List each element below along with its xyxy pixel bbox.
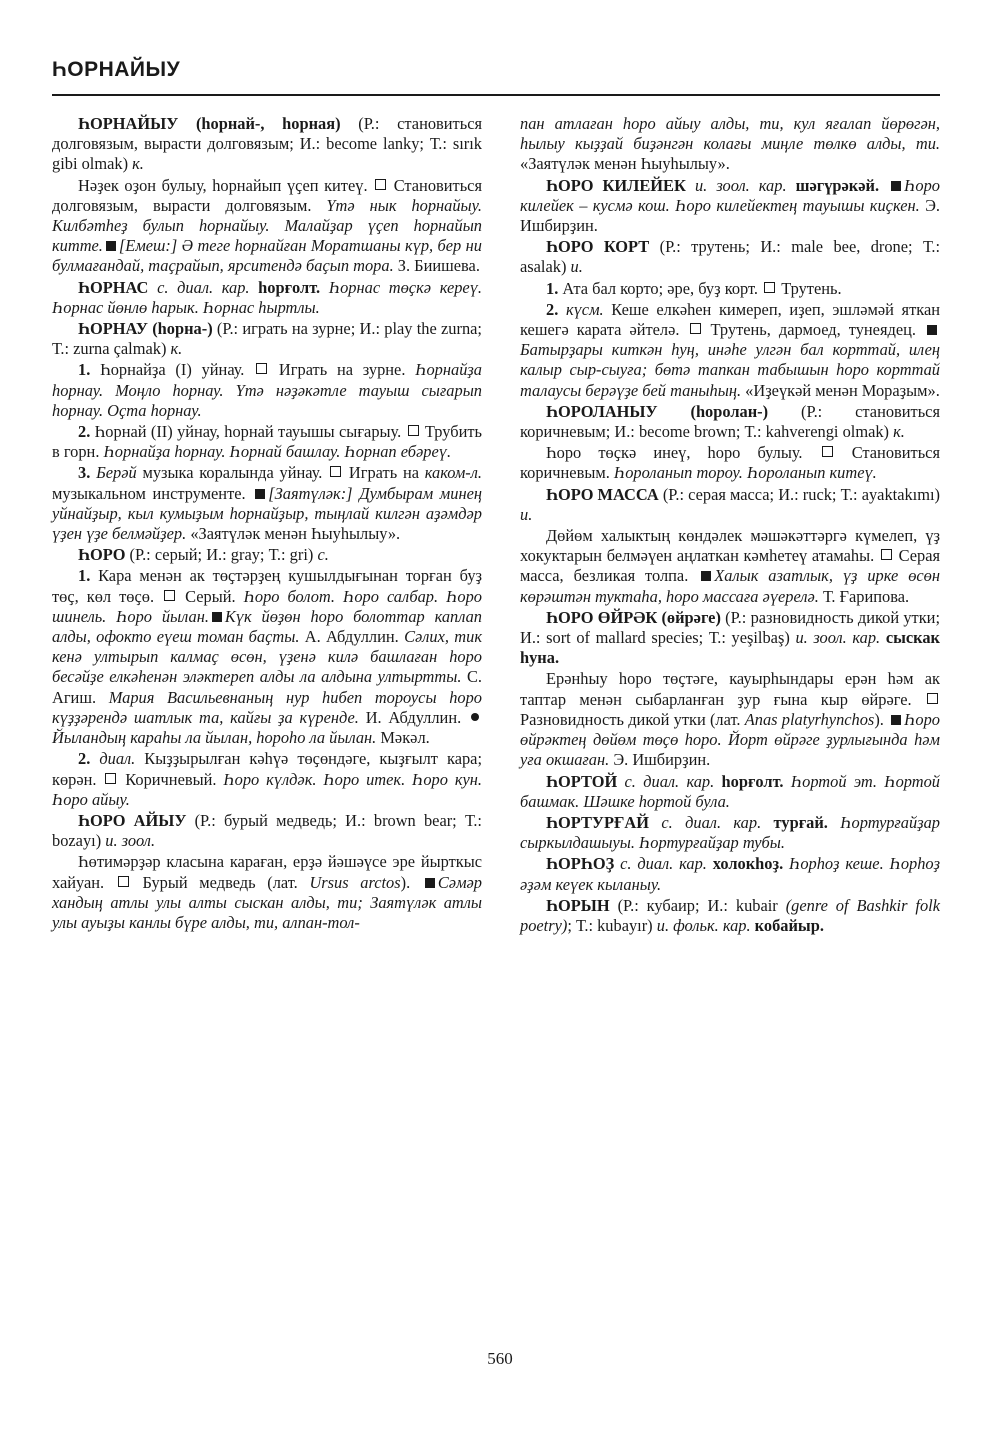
- headword: ҺОРНАУ (һорна-): [78, 319, 213, 339]
- definition-text: (Р.: становиться долговязым, вырасти долговязым; И.: become lanky; Т.: sırık gibi olmak): [52, 114, 483, 174]
- definition-text: музыкальном инструменте.: [52, 483, 253, 503]
- dictionary-entry: [52, 545, 482, 565]
- italic-text: к.: [170, 339, 183, 359]
- dictionary-entry: [52, 114, 482, 175]
- italic-text: Һоро болот. Һоро салбар. Һоро шинель. Һоро йылан.: [52, 586, 482, 626]
- definition-text: ).: [874, 709, 889, 729]
- entry-sense: [520, 669, 940, 770]
- definition-text: ).: [400, 872, 422, 892]
- definition-text: Э. Ишбирҙин.: [609, 750, 711, 770]
- italic-text: и. зоол. кар.: [685, 175, 796, 195]
- cross-reference: 2.: [546, 299, 566, 319]
- cross-reference: һорғолт.: [258, 277, 329, 297]
- dictionary-entry: [520, 402, 940, 442]
- headword: ҺОРТОЙ: [546, 771, 618, 791]
- citation-marker-icon: [212, 612, 222, 622]
- entry-sense: [52, 176, 482, 277]
- italic-text: Һоро күлдәк. Һоро итек. Һоро кун. Һоро айыу.: [52, 769, 482, 809]
- dictionary-entry: [520, 896, 940, 936]
- right-column: [520, 114, 940, 937]
- dictionary-entry: [520, 813, 940, 853]
- header-title: ҺОРНАЙЫУ: [52, 58, 181, 81]
- definition-text: Серая масса, безликая толпа.: [520, 546, 941, 586]
- entry-sense: [520, 443, 940, 483]
- definition-text: (Р.: трутень; И.: male bee, drone; Т.: asalak): [520, 237, 940, 277]
- entry-sense: [52, 852, 482, 933]
- italic-text: с. диал. кар.: [148, 277, 259, 297]
- dictionary-entry: [520, 854, 940, 894]
- definition-text: (Р.: серая масса; И.: ruck; Т.: ayaktakımı): [658, 484, 940, 504]
- italic-text: и. фольк. кар.: [656, 915, 755, 935]
- italic-text: Үтә нык һорнайыу. Килбәтһеҙ булып һорнайыу. Малайҙар үҫеп һорнайып китте.: [52, 195, 482, 256]
- definition-text: Дөйөм халыктың көндәлек мәшәкәттәргә күмелеп, үҙ хокуктарын белмәүен аңлаткан кәмһетеү атамаһы.: [520, 526, 940, 566]
- italic-text: к.: [132, 154, 144, 174]
- citation-marker-icon: [425, 878, 435, 888]
- cross-reference: шәгүрәкәй.: [795, 175, 889, 195]
- definition-text: Трутень.: [777, 278, 842, 298]
- definition-text: Т. Ғарипова.: [818, 586, 910, 606]
- definition-text: Ата бал корто; әре, буҙ корт.: [562, 278, 763, 298]
- italic-text: с. диал. кар.: [614, 854, 713, 874]
- italic-text: Сәмәр хандың атлы улы алты сыскан алды, ти; Заятүләк атлы улы ауыҙы канлы бүре алды, ти, алпан-тол-: [52, 872, 482, 932]
- italic-text: Һортой эт. Һортой башмак. Шәшке һортой була.: [520, 771, 940, 811]
- definition-text: Трубить в горн.: [52, 422, 483, 462]
- headword: ҺОРТУРҒАЙ: [546, 812, 649, 832]
- italic-text: с. диал. кар.: [617, 771, 722, 791]
- citation-marker-icon: [106, 241, 116, 251]
- header-rule: [52, 94, 940, 96]
- dictionary-entry: [52, 278, 482, 318]
- italic-text: Һортурғайҙар сыркылдашыуы. Һортурғайҙар тубы.: [520, 812, 940, 853]
- definition-text: Бурый медведь (лат.: [130, 872, 310, 892]
- italic-text: күсм.: [565, 299, 604, 319]
- entry-sense: [520, 526, 940, 607]
- definition-text: (Р.: бурый медведь; И.: brown bear; Т.: bozayı): [52, 810, 482, 851]
- russian-translation-marker-icon: [375, 179, 386, 190]
- russian-translation-marker-icon: [822, 446, 833, 457]
- headword: ҺОРО ӨЙРӘК (өйрәге): [546, 607, 721, 627]
- definition-text: Становиться долговязым, вырасти долговязым.: [52, 175, 482, 215]
- headword: ҺОРНАЙЫУ (һорнай-, һорная): [78, 114, 341, 133]
- italic-text: Һорнайҙа һорнау. Моңло һорнау. Үтә нәҙәкәтле тауыш сығарып һорнау. Оҫта һорнау.: [52, 360, 482, 420]
- italic-text: Йыландың караһы ла йылан, һороһо ла йылан.: [52, 728, 377, 748]
- entry-sense: [52, 422, 482, 462]
- italic-text: Һоро өйрәктең дөйөм төҫө һоро. Йорт өйрәге ҙурлығында һәм уға окшаған.: [520, 709, 941, 770]
- cross-reference: турғай.: [773, 812, 841, 832]
- italic-text: Һоро килейек – кусмә кош. Һоро килейектең тауышы киҫкен.: [520, 175, 941, 215]
- italic-text: Ursus arctos: [309, 872, 401, 892]
- russian-translation-marker-icon: [764, 282, 775, 293]
- definition-text: (Р.: серый; И.: gray; Т.: gri): [125, 545, 318, 565]
- italic-text: Халык азатлык, үҙ ирке өсөн көрәштән туктаһа, һоро массаға әүерелә.: [520, 566, 940, 606]
- cross-reference: 3.: [78, 463, 97, 483]
- italic-text: пан атлаған һоро айыу алды, ти, кул яғалап йөрөгән, һылыу кыҙҙай биҙәнгән колағы миңле төлкө алды, ти.: [520, 114, 940, 154]
- italic-text: Һороланып тороу. Һороланып китеү.: [613, 463, 877, 483]
- entry-sense: [520, 279, 940, 299]
- headword: ҺОРОЛАНЫУ (һоролан-): [546, 401, 769, 421]
- running-header: [52, 58, 940, 96]
- dictionary-entry: [520, 608, 940, 669]
- definition-text: (Р.: становиться коричневым; И.: become brown; Т.: kahverengi olmak): [520, 401, 940, 442]
- italic-text: (genre of Bashkir folk poetry): [520, 895, 940, 935]
- definition-text: Коричневый.: [118, 769, 224, 789]
- dictionary-entry: [520, 176, 940, 237]
- russian-translation-marker-icon: [927, 693, 938, 704]
- citation-marker-icon: [891, 715, 901, 725]
- dictionary-entry: [520, 237, 940, 277]
- definition-text: Һорнай (II) уйнау, һорнай тауышы сығарыу.: [94, 422, 406, 442]
- russian-translation-marker-icon: [105, 773, 116, 784]
- italic-text: Һорһоҙ кеше. Һорһоҙ әҙәм кеүек кыланыу.: [520, 854, 941, 894]
- cross-reference: һорғолт.: [721, 771, 791, 791]
- definition-text: Һорнайҙа (I) уйнау.: [100, 360, 255, 380]
- headword: ҺОРО МАССА: [546, 484, 659, 504]
- headword: ҺОРО КОРТ: [546, 237, 650, 257]
- headword: ҺОРО АЙЫУ: [78, 810, 187, 830]
- citation-marker-icon: [255, 489, 265, 499]
- italic-text: с.: [317, 545, 329, 565]
- citation-marker-icon: [891, 181, 901, 191]
- italic-text: Anas platyrhynchos: [744, 709, 875, 729]
- entry-sense: [52, 360, 482, 421]
- cross-reference: кобайыр.: [754, 915, 824, 935]
- entry-sense: [52, 566, 482, 748]
- definition-text: А. Абдуллин.: [299, 627, 405, 647]
- definition-text: З. Биишева.: [393, 256, 480, 276]
- italic-text: каком-л.: [424, 463, 482, 483]
- headword: ҺОРҺОҘ: [546, 854, 615, 874]
- definition-text: Һоро төҫкә инеү, һоро булыу.: [546, 443, 820, 463]
- entry-sense: [520, 114, 940, 175]
- entry-sense: [52, 463, 482, 544]
- citation-marker-icon: [927, 325, 937, 335]
- definition-text: Становиться коричневым.: [520, 443, 940, 483]
- definition-text: Играть на: [343, 463, 425, 483]
- italic-text: и.: [520, 504, 533, 524]
- russian-translation-marker-icon: [118, 876, 129, 887]
- italic-text: Күк йөҙөн һоро болоттар каплап алды, офокто еүеш томан баҫты.: [52, 606, 482, 647]
- left-column: [52, 114, 482, 934]
- italic-text: [Заятүләк:] Думбырам минең уйнайҙыр, кыл кумыҙым һорнайҙыр, тыңлай килгән аҙәмдәр үҙен үҙе белмәйҙер.: [52, 483, 482, 544]
- italic-text: Мария Васильевнаның нур һибеп тороусы һоро күҙҙәрендә шатлык та, кайғы ҙа күренде.: [52, 687, 482, 727]
- cross-reference: 1.: [78, 566, 99, 586]
- definition-text: Кеше елкәһен кимереп, иҙеп, эшләмәй яткан кешегә карата әйтелә.: [520, 299, 940, 340]
- entry-sense: [52, 749, 482, 810]
- italic-text: Батырҙары киткән һуң, инәһе улгән бал корттай, илең калыр сыр-сыуға; бөтә тапкан табышын һоро корттай талаусы берәүҙе бей таныһың.: [520, 340, 940, 400]
- definition-text: музыка коралында уйнау.: [136, 463, 329, 483]
- definition-text: Серый.: [177, 586, 244, 606]
- russian-translation-marker-icon: [690, 323, 701, 334]
- dictionary-entry: [520, 485, 940, 525]
- definition-text: (Р.: разновидность дикой утки; И.: sort of mallard species; Т.: yeşilbaş): [520, 607, 940, 648]
- definition-text: Кара менән ак төҫтәрҙең кушылдығынан торған буҙ төҫ, көл төҫө.: [52, 566, 482, 606]
- italic-text: диал.: [99, 749, 136, 769]
- definition-text: Мәкәл.: [376, 728, 430, 748]
- cross-reference: 1.: [78, 360, 101, 380]
- italic-text: Берәй: [96, 463, 137, 483]
- dictionary-entry: [520, 772, 940, 812]
- russian-translation-marker-icon: [881, 549, 892, 560]
- headword: ҺОРО: [78, 545, 126, 565]
- headword: ҺОРЫН: [546, 895, 610, 915]
- cross-reference: 2.: [78, 749, 100, 769]
- definition-text: (Р.: кубаир; И.: kubair: [609, 895, 786, 915]
- definition-text: С. Агиш.: [52, 667, 482, 707]
- definition-text: «Заятүләк менән Һыуһылыу».: [186, 524, 401, 544]
- entry-sense: [520, 300, 940, 401]
- italic-text: и.: [570, 257, 583, 277]
- definition-text: ; Т.: kubayır): [567, 915, 657, 935]
- russian-translation-marker-icon: [330, 466, 341, 477]
- citation-marker-icon: [701, 571, 711, 581]
- headword: ҺОРО КИЛЕЙЕК: [546, 175, 686, 195]
- proverb-marker-icon: [471, 713, 479, 721]
- cross-reference: холокһоҙ.: [712, 854, 790, 874]
- definition-text: Кыҙҙырылған кәһүә төҫөндәге, кыҙғылт кара; көрән.: [52, 749, 483, 789]
- cross-reference: сыскак һуна.: [520, 628, 940, 668]
- definition-text: Нәҙек оҙон булыу, һорнайып үҫеп китеү.: [78, 175, 374, 195]
- definition-text: И. Абдуллин.: [358, 707, 468, 727]
- italic-text: с. диал. кар.: [648, 812, 774, 832]
- italic-text: Һорнас төҫкә кереү. Һорнас йөнлө һарык. Һорнас һыртлы.: [52, 277, 482, 317]
- definition-text: Һөтимәрҙәр класына караған, ерҙә йәшәүсе эре йырткыс хайуан.: [52, 852, 482, 892]
- definition-text: «Заятүләк менән Һыуһылыу».: [520, 154, 730, 174]
- cross-reference: 2.: [78, 422, 95, 442]
- headword: ҺОРНАС: [78, 277, 149, 297]
- definition-text: Трутень, дармоед, тунеядец.: [702, 320, 924, 340]
- italic-text: Һорнайҙа һорнау. Һорнай башлау. Һорнап ебәреү.: [103, 442, 452, 462]
- italic-text: к.: [893, 422, 905, 442]
- italic-text: [Емеш:] Ә теге һорнайған Моратшаны күр, бер ни булмағандай, таҫрайып, ярситендә баҫып тора.: [52, 236, 482, 276]
- dictionary-entry: [52, 319, 482, 359]
- russian-translation-marker-icon: [256, 363, 267, 374]
- definition-text: Э. Ишбирҙин.: [520, 195, 940, 236]
- italic-text: и. зоол. кар.: [795, 628, 886, 648]
- page-number: 560: [487, 1349, 513, 1368]
- russian-translation-marker-icon: [408, 425, 419, 436]
- russian-translation-marker-icon: [164, 590, 175, 601]
- definition-text: «Иҙеүкәй менән Мораҙым».: [741, 380, 940, 400]
- cross-reference: 1.: [546, 278, 563, 298]
- definition-text: (Р.: играть на зурне; И.: play the zurna; Т.: zurna çalmak): [52, 319, 482, 359]
- definition-text: Играть на зурне.: [269, 360, 416, 380]
- italic-text: Сәлих, тик кенә ултырып калмаҫ өсөн, үҙенә килә башлаған һоро бесәйҙе елкәһенән эләктереп алды ла алдына ултыртты.: [52, 627, 482, 687]
- dictionary-entry: [52, 811, 482, 851]
- italic-text: и. зоол.: [105, 831, 156, 851]
- definition-text: Ерәнһыу һоро төҫтәге, кауырһындары ерән һәм ак таптар менән сыбарланған ҙур ғына кыр өйрәге.: [520, 669, 940, 709]
- definition-text: Разновидность дикой утки (лат.: [520, 709, 745, 729]
